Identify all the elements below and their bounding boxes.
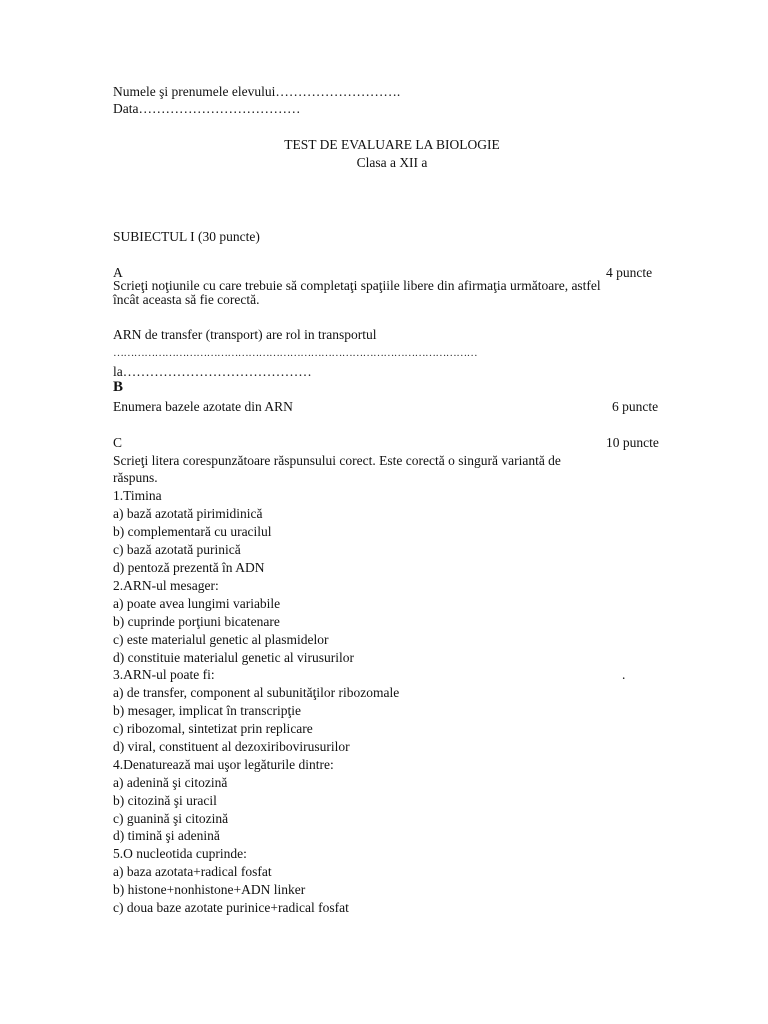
question-4-option-b: b) citozină şi uracil (113, 793, 217, 808)
question-2-option-b: b) cuprinde porţiuni bicatenare (113, 614, 280, 629)
class-label: Clasa a XII a (356, 155, 428, 170)
question-3-option-d: d) viral, constituent al dezoxiribovirusurilor (113, 739, 350, 754)
question-2: 2.ARN-ul mesager: (113, 578, 219, 593)
subject-heading: SUBIECTUL I (30 puncte) (113, 229, 260, 244)
question-1-option-b: b) complementară cu uracilul (113, 524, 272, 539)
question-3-option-a: a) de transfer, component al subunităţilor ribozomale (113, 685, 400, 700)
section-c-instruction-1: Scrieţi litera corespunzătoare răspunsului corect. Este corectă o singură variantă de (113, 453, 561, 468)
section-b-letter: B (113, 379, 124, 395)
section-a-points: 4 puncte (606, 265, 653, 280)
date-line: Data……………………………… (113, 101, 301, 116)
blank-line-1: …………………………………………………………………………………………… (113, 347, 478, 359)
student-name-line: Numele şi prenumele elevului………………………. (113, 84, 401, 99)
question-2-option-d: d) constituie materialul genetic al virusurilor (113, 650, 355, 665)
question-5-option-c: c) doua baze azotate purinice+radical fosfat (113, 900, 349, 915)
section-a-instruction-1: Scrieţi noţiunile cu care trebuie să completaţi spaţiile libere din afirmaţia următoare, astfel (113, 278, 601, 293)
question-4-option-c: c) guanină şi citozină (113, 811, 229, 826)
section-a-instruction-2: încât aceasta să fie corectă. (113, 292, 260, 307)
section-a-statement: ARN de transfer (transport) are rol in transportul (113, 327, 377, 342)
question-4: 4.Denaturează mai uşor legăturile dintre: (113, 757, 334, 772)
section-b-text: Enumera bazele azotate din ARN (113, 399, 293, 414)
question-1-option-a: a) bază azotată pirimidinică (113, 506, 263, 521)
section-a-letter: A (113, 265, 123, 280)
blank-line-2: la…………………………………… (113, 364, 312, 379)
question-2-option-c: c) este materialul genetic al plasmidelor (113, 632, 329, 647)
question-3: 3.ARN-ul poate fi: (113, 667, 215, 682)
question-4-option-a: a) adenină şi citozină (113, 775, 228, 790)
question-3-option-b: b) mesager, implicat în transcripţie (113, 703, 302, 718)
question-1: 1.Timina (113, 488, 162, 503)
question-5: 5.O nucleotida cuprinde: (113, 846, 247, 861)
section-c-instruction-2: răspuns. (113, 470, 158, 485)
test-title: TEST DE EVALUARE LA BIOLOGIE (284, 137, 500, 152)
question-1-option-c: c) bază azotată purinică (113, 542, 241, 557)
question-1-option-d: d) pentoză prezentă în ADN (113, 560, 265, 575)
question-2-option-a: a) poate avea lungimi variabile (113, 596, 281, 611)
question-4-option-d: d) timină şi adenină (113, 828, 220, 843)
section-b-points: 6 puncte (612, 399, 659, 414)
question-5-option-a: a) baza azotata+radical fosfat (113, 864, 272, 879)
question-3-trailing-mark: . (622, 667, 626, 682)
section-c-points: 10 puncte (606, 435, 659, 450)
question-5-option-b: b) histone+nonhistone+ADN linker (113, 882, 306, 897)
question-3-option-c: c) ribozomal, sintetizat prin replicare (113, 721, 313, 736)
section-c-letter: C (113, 435, 123, 450)
